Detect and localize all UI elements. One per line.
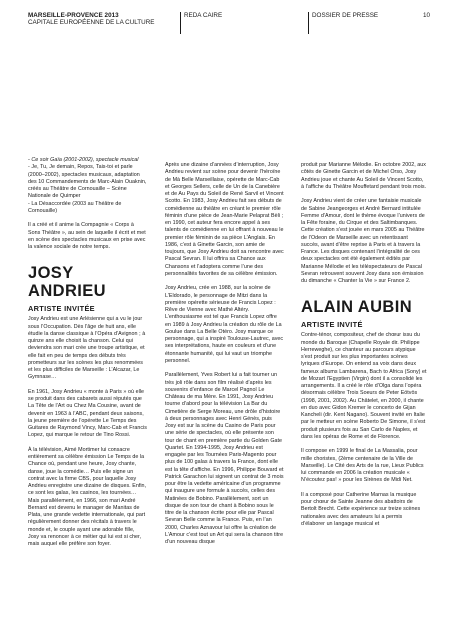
header-section-name: REDA CAIRE — [180, 12, 222, 34]
header-title: MARSEILLE-PROVENCE 2013 — [28, 12, 119, 19]
list-item: - Je, Tu, Je demain, Repos, Tais-toi et parle (2000–2002), spectacles musicaux, adaptation des 10 Commandements de Marc-Alain Ouaknin, créés au Théâtre de Cornouaille – Scène Nationale de Quimper — [28, 164, 147, 200]
paragraph: Parallèlement, Yves Robert lui a fait tourner un très joli rôle dans son film réalisé d’après les souvenirs d’enfance de Marcel Pagnol Le Château de ma Mère. En 1991, Josy Andrieu tourne d’abord pour la télévision La Bar du Cimetière de Serge Moreau, une drôle d’histoire à deux personnages avec Henri Génès, puis Josy est sur la scène du Casino de Paris pour une série de spectacles, où elle présente son tour de chant en première partie du Golden Gate Quartet. En 1994-1995, Josy Andrieu est engagée par les Tournées Paris-Magento pour plus de 100 galas à travers la France, dont elle est la tête d’affiche. En 1996, Philippe Bouvard et Patrick Garachon lui signent un contrat de 3 mois pour être la vedette américaine d’un programme qui inaugure une formule à succès, celles des Matinées de Bobino. Parallèlement, sort un disque de son tour de chant à Bobino sous le titre de la chanson écrite pour elle par Pascal Sevran Belle comme la France. Puis, en l’an 2000, Charles Aznavour lui offre la création de L’Amour c’est tout un Art qui sera la chanson titre d’un nouveau disque — [165, 372, 284, 545]
artist-name-alain: ALAIN AUBIN — [301, 298, 413, 317]
list-item: - Ce soir Gaïa (2001-2002), spectacle musical — [28, 157, 139, 163]
paragraph: Il a composé pour Catherine Marnas la musique pour chœur de Sainte Jeanne des abattoirs de Bertolt Brecht. Cette expérience sur treize scènes nationales avec des amateurs lui a permis d’élaborer un langage musical et — [301, 491, 421, 527]
paragraph: Après une dizaine d’années d’interruption, Josy Andrieu revient sur scène pour devenir l’héroïne de Mà Belle Marseillaise, opérette de Marc-Cab et Georges Sellers, celle de Un de la Canebière et de Au Pays du Soleil de René Sarvil et Vincent Scotto. En 1983, Josy Andrieu fait ses débuts de comédienne au théâtre en créant le premier rôle féminin d’une pièce de Jean-Marie Pelaprat Bèli ; en 1990, cet auteur fera encore appel à ses talents de comédienne en lui offrant à nouveau le premier rôle féminin de sa pièce L’Anglais. En 1986, c’est à Ginette Garcin, son amie de toujours, que Josy Andrieu doit sa rencontre avec Pascal Sevran. Il lui offrira sa Chance aux Chansons et l’adoptera comme l’une des personnalités favorites de sa célèbre émission. — [165, 162, 284, 277]
paragraph: Il compose en 1999 le final de La Massalia, pour mille choristes, (2ème centenaire de la Ville de Marseille). Le Cité des Arts de la rue, Lieux Publics lui commande en 2006 la création musicale « N’écoutez pas! » pour les Sirènes de Midi Net. — [301, 448, 424, 484]
paragraph: Josy Andrieu, crée en 1988, sur la scène de L’Eldorado, le personnage de Mitzi dans la première opérette sérieuse de Francis Lopez : Rêve de Vienne avec Mathé Altéry. L’enthousiasme est tel que Francis Lopez offre en 1989 à Josy Andrieu la création du rôle de La Goulue dans La Belle Otéro. Josy marque ce personnage, qui a inspiré Toulouse-Lautrec, avec ses interprétations, haute en couleurs et d’une étonnante humanité, qui lui vaut un triomphe personnel. — [165, 285, 284, 364]
header-subtitle: CAPITALE EUROPÉENNE DE LA CULTURE — [28, 19, 155, 27]
artist-role-alain: ARTISTE INVITÉ — [301, 320, 363, 330]
paragraph: Il a créé et il anime la Compagnie « Corps à Sons Théâtre », au sein de laquelle il écrit et met en scène des spectacles musicaux en prise avec la valence sociale de notre temps. — [28, 222, 146, 250]
paragraph: Josy Andrieu est une Arlésienne qui a vu le jour sous l’Occupation. Dès l’âge de huit ans, elle étudie la danse classique à l’Opéra d’Avignon ; à quinze ans elle choisit la chanson. Celui qui deviendra son mari crée une troupe artistique, et elle fait en peu de temps des débuts très prometteurs sur les scènes les plus renommées et les plus difficiles de Marseille : L’Alcazar, Le Gymnase… — [28, 316, 146, 381]
paragraph: Josy Andrieu vient de créer une fantaisie musicale de Sabine Jeangeorges et André Bernard intitulée Femme d’Amour, dont le thème évoque l’univers de la Fête foraine, du Cirque et des Saltimbanques. Cette création s’est jouée en mars 2005 au Théâtre de l’Odeon de Marseille avec un retentissant succès, avant d’être reprise à Paris et à travers la France. Les disques contenant l’intégralité de ces deux spectacles ont été également édités par Marianne Mélodie et les téléspectateurs de Pascal Sevran retrouvent souvent Josy dans son émission du dimanche « Chanter la Vie » sur France 2. — [301, 198, 425, 284]
page-header — [28, 12, 430, 34]
page-number: 10 — [422, 12, 430, 19]
paragraph: Contre-ténor, compositeur, chef de chœur issu du monde du Baroque (Chapelle Royale dir. Philippe Herreweghe), ce chanteur au parcours atypique s’est produit sur les plus importantes scènes lyriques d’Europe. On entend sa voix dans deux fameux albums Lambarena, Bach to Africa (Sony) et de Mozart l’Egyptien (Virgin) dont il a consolidé les arrangements. Il a créé le rôle d’Olga dans l’opéra désormais célèbre Trois Soeurs de Peter Eötvös (1998, 2001, 2002). Au Châtelet, en 2000, il chante en duo avec Gidon Kremer le concerto de Gijan Kancheli (dir. Kent Nagano). Souvent invité en Italie par le metteur en scène Roberto De Simone, il s’est produit plusieurs fois au San Carlo de Naples, et dans les opéras de Rome et de Florence. — [301, 332, 427, 440]
paragraph: produit par Marianne Mélodie. En octobre 2002, aux côtés de Ginette Garcin et de Michel Orso, Josy Andrieu joue et chante Au Soleil de Vincent Scotto, à l’affiche du Théâtre Mouffetard pendant trois mois. — [301, 162, 427, 190]
artist-name-josy: JOSY ANDRIEU — [28, 264, 106, 301]
paragraph: En 1961, Josy Andrieu « monte à Paris » où elle se produit dans des cabarets aussi réputés que La Tête de l’Art ou Chez Ma Cousine, avant de devenir en 1963 à l’ABC, pendant deux saisons, la jeune première de l’opérette Le Temps des Guitares de Raymond Vincy, Marc-Cab et Francis Lopez, qui marque le retour de Tino Rossi. — [28, 388, 147, 439]
list-item: - La Désaccordée (2003 au Théâtre de Cornouaille) — [28, 200, 122, 214]
column-3 — [301, 162, 427, 528]
header-section-type: DOSSIER DE PRESSE — [308, 12, 378, 34]
column-1 — [28, 157, 147, 548]
artist-role-josy: ARTISTE INVITÉE — [28, 304, 95, 314]
paragraph: À la télévision, Aimé Mortimer lui consacre entièrement sa célèbre émission Le Temps de la Chance où, pendant une heure, Josy chante, danse, joue la comédie… Puis elle signe un contrat avec la firme CBS, pour laquelle Josy Andrieu enregistre une dizaine de disques. Enfin, ce sont les galas, les casinos, les tournées… Mais parallèlement, en 1966, son mari André Bernard est devenu le manager de Manitas de Plata, une grande vedette internationale, qui part régulièrement donner des récitals à travers le monde et, le couple ayant une adorable fille, Josy va renoncer à ce métier qui lui est si cher, mais auquel elle préfère son foyer. — [28, 446, 147, 547]
header-publication — [28, 12, 178, 27]
column-2 — [165, 162, 284, 546]
